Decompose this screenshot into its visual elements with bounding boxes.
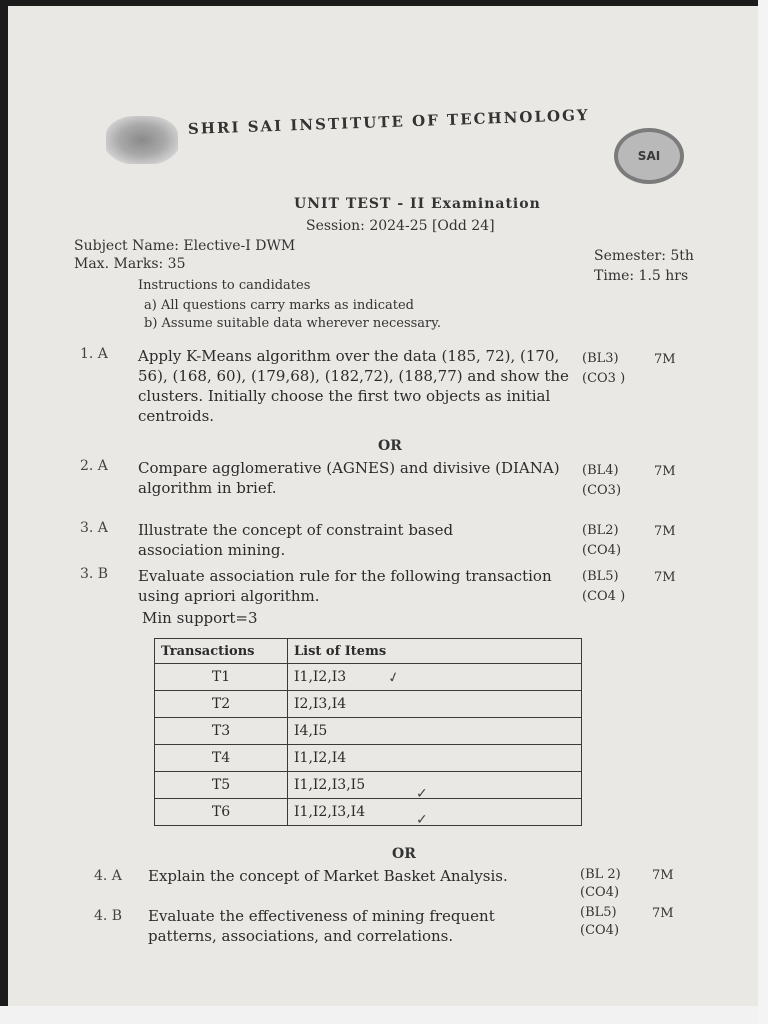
subject-name: Subject Name: Elective-I DWM [74, 238, 296, 254]
transactions-table [154, 638, 582, 826]
transaction-items: I2,I3,I4 [288, 691, 582, 718]
transaction-id: T4 [155, 745, 288, 772]
table-row [155, 691, 582, 718]
institute-name: SHRI SAI INSTITUTE OF TECHNOLOGY [187, 105, 590, 138]
transaction-id: T1 [155, 664, 288, 691]
marks: 7M [654, 570, 676, 585]
max-marks: Max. Marks: 35 [74, 256, 186, 272]
semester: Semester: 5th [594, 248, 694, 264]
transaction-items: I4,I5 [288, 718, 582, 745]
transaction-items: I1,I2,I3,I5 [288, 772, 582, 799]
course-outcome: (CO4) [580, 923, 620, 938]
marks: 7M [654, 464, 676, 479]
bloom-level: (BL3) [582, 351, 619, 366]
question-number: 3. A [80, 520, 108, 536]
check-mark-icon: ✓ [416, 812, 428, 828]
course-outcome: (CO4) [580, 885, 620, 900]
question-text: Compare agglomerative (AGNES) and divisive (DIANA) algorithm in brief. [138, 459, 560, 497]
or-separator: OR [378, 438, 402, 454]
transaction-id: T3 [155, 718, 288, 745]
logo-right-text: SAI [637, 149, 661, 163]
marks: 7M [652, 906, 674, 921]
instruction-item: b) Assume suitable data wherever necessary. [144, 316, 442, 331]
bloom-level: (BL4) [582, 463, 619, 478]
course-outcome: (CO4 ) [582, 589, 626, 604]
header-transactions: Transactions [155, 639, 288, 664]
bloom-level: (BL5) [580, 905, 617, 920]
institute-logo-right [614, 128, 684, 184]
course-outcome: (CO3 ) [582, 371, 626, 386]
table-row [155, 799, 582, 826]
time-allowed: Time: 1.5 hrs [594, 268, 689, 284]
exam-paper [8, 6, 760, 1006]
photo-bottom-edge [0, 1006, 768, 1024]
table-row [155, 718, 582, 745]
transaction-id: T5 [155, 772, 288, 799]
question-text: Evaluate the effectiveness of mining frequent patterns, associations, and correlations. [148, 907, 495, 945]
table-row [155, 772, 582, 799]
transaction-items: I1,I2,I3,I4 [288, 799, 582, 826]
marks: 7M [654, 352, 676, 367]
transaction-items: I1,I2,I4 [288, 745, 582, 772]
question-number: 4. A [94, 868, 122, 884]
question-text: Apply K-Means algorithm over the data (185, 72), (170, 56), (168, 60), (179,68), (182,72), (188,77) and show the clusters. Initially choose the first two objects as initial centroids. [138, 347, 569, 425]
transaction-id: T6 [155, 799, 288, 826]
photo-right-edge [758, 0, 768, 1024]
table-header-row [155, 639, 582, 664]
question-text: Illustrate the concept of constraint based association mining. [138, 521, 454, 559]
transaction-id: T2 [155, 691, 288, 718]
course-outcome: (CO3) [582, 483, 622, 498]
header-list-of-items: List of Items [288, 639, 582, 664]
or-separator: OR [392, 846, 416, 862]
instruction-item: a) All questions carry marks as indicated [144, 298, 414, 313]
course-outcome: (CO4) [582, 543, 622, 558]
bloom-level: (BL2) [582, 523, 619, 538]
question-number: 4. B [94, 908, 123, 924]
institute-logo-left [106, 116, 178, 164]
min-support: Min support=3 [142, 609, 258, 627]
transaction-items: I1,I2,I3 [288, 664, 582, 691]
instructions-title: Instructions to candidates [138, 278, 311, 293]
table-row [155, 664, 582, 691]
marks: 7M [652, 868, 674, 883]
exam-title: UNIT TEST - II Examination [294, 196, 541, 212]
question-text: Explain the concept of Market Basket Analysis. [148, 867, 508, 885]
check-mark-icon: ✓ [386, 668, 402, 688]
question-number: 3. B [80, 566, 109, 582]
bloom-level: (BL5) [582, 569, 619, 584]
marks: 7M [654, 524, 676, 539]
question-text: Evaluate association rule for the following transaction using apriori algorithm. [138, 567, 552, 605]
question-number: 1. A [80, 346, 108, 362]
question-number: 2. A [80, 458, 108, 474]
bloom-level: (BL 2) [580, 867, 621, 882]
check-mark-icon: ✓ [416, 786, 428, 802]
exam-session: Session: 2024-25 [Odd 24] [306, 218, 495, 234]
table-row [155, 745, 582, 772]
